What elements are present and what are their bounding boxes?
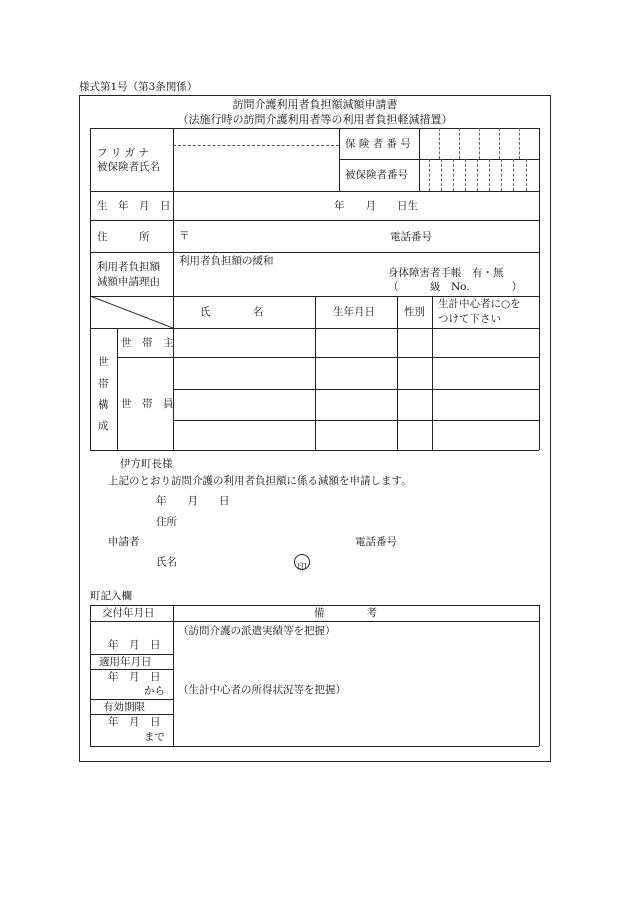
applicant-name-label: 氏名: [156, 556, 177, 568]
valid-until: まで: [144, 731, 165, 743]
disability-grade: （ 級 No. ）: [388, 281, 523, 293]
address-label: 住 所: [97, 231, 150, 243]
col-note-line2: つけて下さい: [438, 313, 501, 325]
declaration-statement: 上記のとおり訪問介護の利用者負担額に係る減額を申請します。: [108, 475, 412, 487]
col-name: 氏 名: [200, 306, 263, 318]
apply-from: から: [144, 685, 165, 697]
furigana-label: フ リ ガ ナ: [97, 147, 150, 159]
seal-mark: 印: [294, 554, 310, 570]
remarks-note-2: （生計中心者の所得状況等を把握）: [178, 684, 346, 696]
dob-label: 生 年 月 日: [97, 200, 171, 212]
dob-value: 年 月 日生: [334, 200, 418, 212]
apply-date-value: 年 月 日: [108, 671, 161, 683]
phone-label: 電話番号: [390, 231, 432, 243]
form-subtitle: （法施行時の訪問介護利用者等の利用者負担軽減措置）: [177, 113, 453, 126]
reason-label-line2: 減額申請理由: [97, 276, 160, 288]
declaration-date: 年 月 日: [156, 495, 230, 507]
office-section-title: 町記入欄: [90, 590, 132, 602]
disability-book: 身体障害者手帳 有・無: [388, 267, 504, 279]
col-dob: 生年月日: [333, 306, 375, 318]
remarks-label: 備 考: [314, 607, 377, 619]
issue-date-value: 年 月 日: [108, 639, 161, 651]
valid-date-value: 年 月 日: [108, 716, 161, 728]
apply-date-label: 適用年月日: [99, 656, 152, 668]
addressee: 伊方町長様: [120, 458, 173, 470]
applicant-label: 申請者: [108, 536, 140, 548]
furigana-divider: [173, 145, 339, 146]
reason-label-line1: 利用者負担額: [97, 261, 160, 273]
applicant-address-label: 住所: [156, 516, 177, 528]
applicant-phone-label: 電話番号: [355, 536, 397, 548]
form-number: 様式第1号（第3条関係）: [79, 81, 198, 93]
insured-number-label: 被保険者番号: [345, 169, 408, 181]
col-sex: 性別: [404, 306, 425, 318]
postal-mark: 〒: [179, 230, 190, 242]
col-note-line1: 生計中心者に○を: [438, 298, 521, 310]
form-title: 訪問介護利用者負担額減額申請書: [232, 98, 398, 111]
insured-name-label: 被保険者氏名: [97, 161, 160, 173]
issue-date-label: 交付年月日: [102, 607, 155, 619]
reason-text: 利用者負担額の緩和: [179, 255, 274, 267]
household-head-label: 世 帯 主: [121, 337, 174, 349]
diagonal-line: [90, 296, 173, 328]
household-member-label: 世 帯 員: [121, 398, 174, 410]
insurer-number-label: 保 険 者 番 号: [345, 138, 411, 150]
remarks-note-1: （訪問介護の派遣実績等を把握）: [178, 625, 336, 637]
valid-label: 有効期限: [103, 701, 145, 713]
